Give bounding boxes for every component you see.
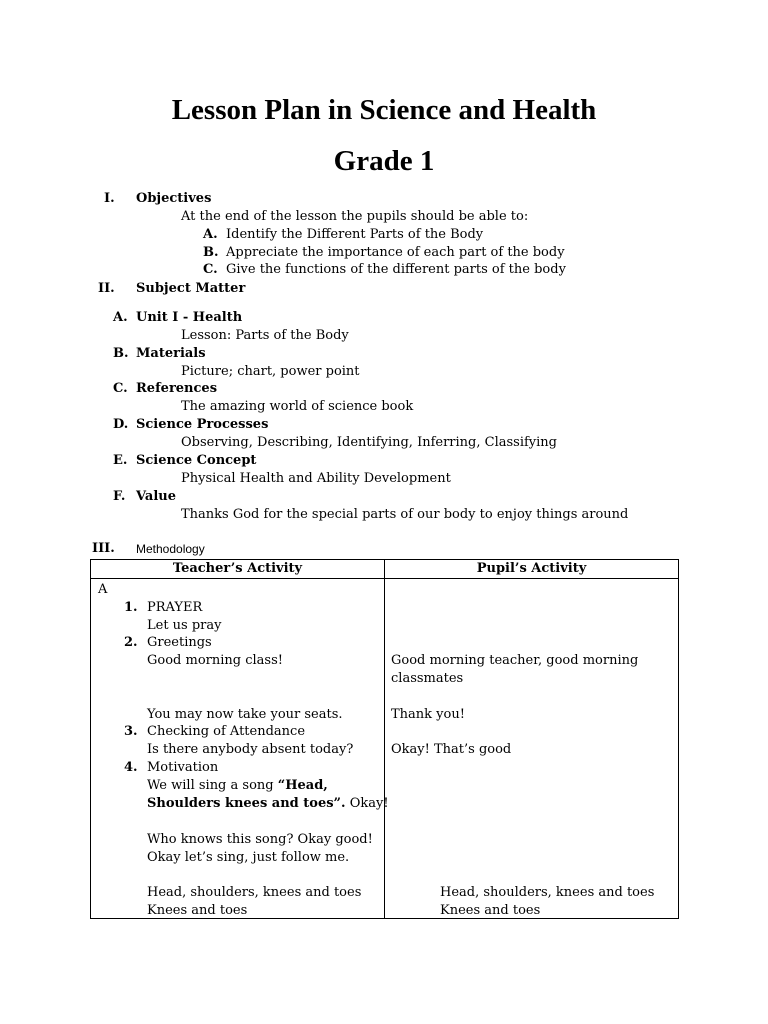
objective-letter: A. (203, 227, 218, 242)
table-header-row (91, 560, 679, 579)
objective-text: Appreciate the importance of each part of the body (226, 245, 565, 260)
okay-text: Okay! (345, 796, 389, 811)
pupil-line: Good morning teacher, good morning (391, 653, 639, 668)
subject-letter: E. (113, 453, 128, 468)
song-intro: We will sing a song (147, 778, 278, 793)
teacher-activity-cell (91, 579, 389, 919)
page-title: Lesson Plan in Science and Health (171, 94, 597, 126)
song-title-part1: “Head, (277, 778, 328, 793)
teacher-line: Okay let’s sing, just follow me. (147, 850, 350, 865)
teacher-line (147, 777, 328, 795)
subject-label: Science Concept (136, 453, 257, 468)
objectives-intro: At the end of the lesson the pupils should be able to: (181, 209, 529, 224)
subject-letter: B. (113, 346, 129, 361)
pupil-activity-cell (385, 579, 679, 919)
lyric-line: Knees and toes (440, 903, 541, 918)
motivation-step: Motivation (147, 760, 219, 775)
teacher-line: Good morning class! (147, 653, 283, 668)
teacher-line (147, 795, 389, 813)
teacher-line: You may now take your seats. (147, 707, 343, 722)
teacher-line: Who knows this song? Okay good! (147, 832, 373, 847)
subject-letter: F. (113, 489, 126, 504)
subject-letter: A. (113, 310, 128, 325)
subject-text: Picture; chart, power point (181, 364, 360, 379)
subject-text: Observing, Describing, Identifying, Inferring, Classifying (181, 435, 557, 450)
teacher-activity-header: Teacher’s Activity (91, 560, 385, 579)
subject-label: Unit I - Health (136, 310, 243, 325)
subject-letter: D. (113, 417, 129, 432)
methodology-numeral: III. (92, 541, 115, 556)
attendance-step: Checking of Attendance (147, 724, 306, 739)
objective-letter: C. (203, 262, 218, 277)
methodology-table (90, 559, 679, 919)
objectives-numeral: I. (104, 191, 115, 206)
subject-matter-numeral: II. (98, 281, 115, 296)
pupil-line: Okay! That’s good (391, 742, 512, 757)
objectives-heading: Objectives (136, 191, 212, 206)
subject-text: Physical Health and Ability Development (181, 471, 451, 486)
step-number: 4. (124, 760, 138, 775)
lyric-line: Knees and toes (147, 903, 248, 918)
page-subtitle: Grade 1 (333, 145, 435, 177)
subject-label: Science Processes (136, 417, 269, 432)
subject-text: The amazing world of science book (181, 399, 414, 414)
pupil-line: classmates (391, 671, 464, 686)
subject-label: Materials (136, 346, 206, 361)
song-title-part2: Shoulders knees and toes”. (147, 796, 346, 811)
pupil-line: Thank you! (391, 707, 465, 722)
pupil-activity-header: Pupil’s Activity (385, 560, 679, 579)
objective-letter: B. (203, 245, 219, 260)
subject-letter: C. (113, 381, 128, 396)
lyric-line: Head, shoulders, knees and toes (440, 885, 655, 900)
lyric-line: Head, shoulders, knees and toes (147, 885, 362, 900)
objective-text: Give the functions of the different parts of the body (226, 262, 566, 277)
prayer-step: PRAYER (147, 600, 203, 615)
teacher-line: Is there anybody absent today? (147, 742, 354, 757)
greetings-step: Greetings (147, 635, 212, 650)
teacher-line: Let us pray (147, 618, 222, 633)
table-row (91, 579, 679, 919)
subject-label: Value (136, 489, 176, 504)
objective-text: Identify the Different Parts of the Body (226, 227, 484, 242)
step-number: 1. (124, 600, 138, 615)
subject-text: Lesson: Parts of the Body (181, 328, 349, 343)
section-letter: A (98, 582, 108, 597)
subject-text: Thanks God for the special parts of our body to enjoy things around (181, 507, 629, 522)
subject-matter-heading: Subject Matter (136, 281, 246, 296)
step-number: 3. (124, 724, 138, 739)
subject-label: References (136, 381, 218, 396)
step-number: 2. (124, 635, 138, 650)
methodology-heading: Methodology (136, 542, 205, 556)
